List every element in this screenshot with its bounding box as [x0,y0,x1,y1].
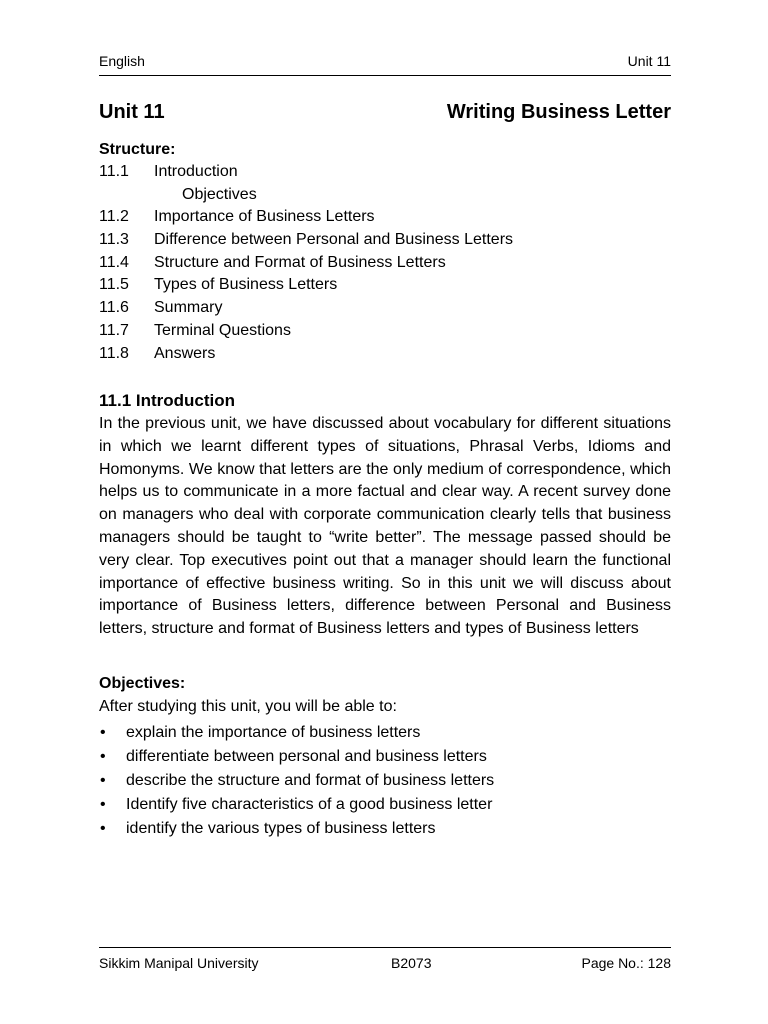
toc-item [99,161,671,184]
objective-item [99,818,671,842]
running-footer [99,947,671,974]
toc-title: Objectives [182,185,257,203]
toc-item [99,343,671,366]
objectives-heading: Objectives: [99,675,186,692]
toc-title: Difference between Personal and Business Letters [154,231,514,249]
toc-title: Types of Business Letters [154,276,338,294]
toc-item [99,229,671,252]
toc-item [99,184,671,207]
toc-title: Introduction [154,163,238,180]
header-subject: English [99,53,145,69]
structure-list [99,161,671,365]
toc-number: 11.4 [99,253,129,271]
objective-text: differentiate between personal and business letters [126,748,487,765]
toc-title: Terminal Questions [154,321,291,339]
footer-university: Sikkim Manipal University [99,955,259,971]
objective-item [99,746,671,770]
unit-heading [99,101,671,124]
objective-item [99,722,671,746]
toc-number: 11.3 [99,231,129,249]
toc-number: 11.2 [99,208,129,226]
objective-text: describe the structure and format of business letters [126,772,495,789]
toc-title: Structure and Format of Business Letters [154,253,446,271]
bullet-icon: • [100,820,106,837]
bullet-icon: • [100,724,106,741]
toc-number: 11.5 [99,276,129,294]
toc-item [99,297,671,320]
unit-title: Writing Business Letter [446,101,671,123]
toc-number: 11.6 [99,299,129,317]
toc-title: Answers [154,344,216,362]
objective-item [99,770,671,794]
footer-page-number: Page No.: 128 [581,955,671,971]
bullet-icon: • [100,772,106,789]
footer-course-code: B2073 [391,955,432,971]
toc-item [99,252,671,275]
toc-number: 11.7 [99,321,129,339]
objectives-list [99,722,671,842]
running-header [99,53,671,76]
section-heading-introduction: 11.1 Introduction [99,391,236,410]
toc-number: 11.8 [99,344,129,362]
objective-item [99,794,671,818]
header-unit: Unit 11 [627,53,671,69]
toc-title: Summary [154,299,223,317]
bullet-icon: • [100,748,106,765]
toc-item [99,274,671,297]
structure-label: Structure: [99,141,176,158]
objective-text: explain the importance of business letters [126,724,421,741]
toc-item [99,320,671,343]
toc-number: 11.1 [99,163,129,180]
objective-text: identify the various types of business letters [126,820,436,837]
toc-item [99,206,671,229]
introduction-paragraph: In the previous unit, we have discussed about vocabulary for different situations in which we learnt different types of situations, Phrasal Verbs, Idioms and Homonyms. We know that letters are the only medium of correspondence, which helps us to communicate in a more factual and clear way. A recent survey done on managers who deal with corporate communication clearly tells that business managers should be taught to “write better”. The message passed should be very clear. Top executives point out that a manager should learn the functional importance of effective business writing. So in this unit we will discuss about importance of Business letters, difference between Personal and Business letters, structure and format of Business letters and types of Business letters [99,415,671,638]
objectives-lead: After studying this unit, you will be able to: [99,698,397,715]
objective-text: Identify five characteristics of a good business letter [126,796,493,813]
toc-title: Importance of Business Letters [154,208,375,226]
unit-number: Unit 11 [99,101,165,123]
bullet-icon: • [100,796,106,813]
